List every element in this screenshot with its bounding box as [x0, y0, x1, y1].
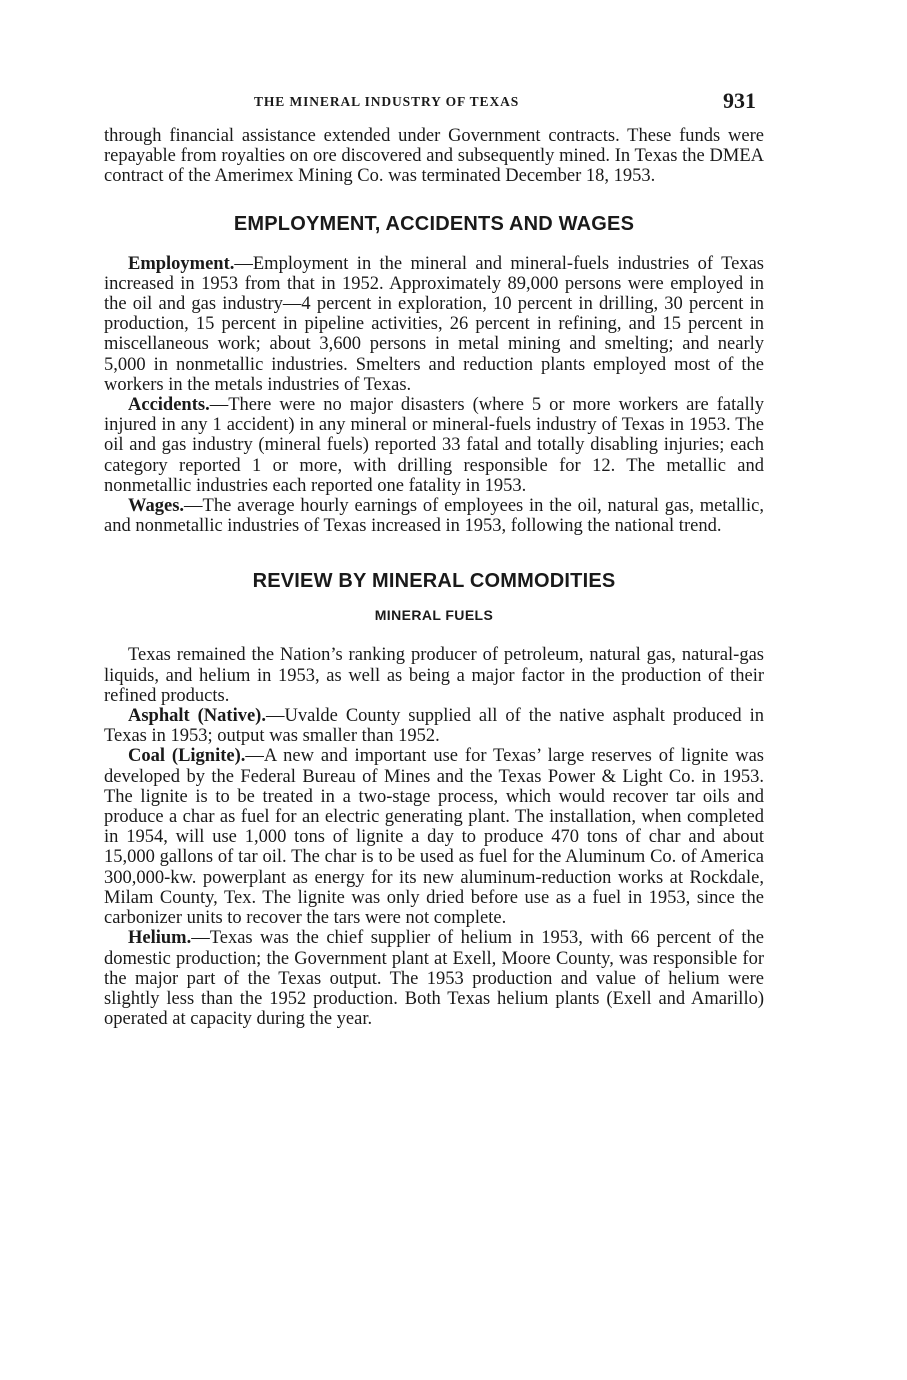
paragraph-mineral-fuels-intro: Texas remained the Nation’s ranking producer of petroleum, natural gas, natural-gas liquids, and helium in 1953, as well as being a major factor in the production of their refined products.: [104, 645, 764, 706]
paragraph-coal-text: —A new and important use for Texas’ large reserves of lignite was developed by the Federal Bureau of Mines and the Texas Power & Light Co. in 1953. The lignite is to be treated in a two-stage process, which would recover tar oils and produce a char as fuel for an electric generating plant. The installation, when completed in 1954, will use 1,000 tons of lignite a day to produce 470 tons of char and about 15,000 gallons of tar oil. The char is to be used as fuel for the Aluminum Co. of America 300,000-kw. powerplant as energy for its new aluminum-reduction works at Rockdale, Milam County, Tex. The lignite was only dried before use as a fuel in 1953, since the carbonizer units to recover the tars were not complete.: [104, 746, 764, 929]
paragraph-wages-text: —The average hourly earnings of employees in the oil, natural gas, metallic, and nonmetallic industries of Texas increased in 1953, following the national trend.: [104, 496, 764, 537]
paragraph-coal: [104, 746, 764, 928]
intro-paragraph: through financial assistance extended under Government contracts. These funds were repayable from royalties on ore discovered and subsequently mined. In Texas the DMEA contract of the Amerimex Mining Co. was terminated December 18, 1953.: [104, 126, 764, 187]
runin-asphalt: Asphalt (Native).: [128, 706, 266, 727]
runin-employment: Employment.: [128, 253, 235, 274]
paragraph-wages: [104, 496, 764, 536]
paragraph-asphalt: [104, 706, 764, 746]
paragraph-accidents: [104, 395, 764, 496]
page-number: 931: [723, 88, 756, 113]
subheading-mineral-fuels: MINERAL FUELS: [374, 607, 494, 624]
section-heading-review: REVIEW BY MINERAL COMMODITIES: [252, 570, 616, 593]
running-title: THE MINERAL INDUSTRY OF TEXAS: [254, 94, 520, 109]
paragraph-employment: [104, 254, 764, 395]
running-header: [104, 88, 764, 122]
paragraph-employment-text: —Employment in the mineral and mineral-fuels industries of Texas increased in 1953 from that in 1952. Approximately 89,000 persons were employed in the oil and gas industry—4 percent in exploration, 10 percent in drilling, 30 percent in production, 15 percent in pipeline activities, 26 percent in refining, and 15 percent in miscellaneous work; about 3,600 persons in metal mining and smelting; and nearly 5,000 in nonmetallic industries. Smelters and reduction plants employed most of the workers in the metals industries of Texas.: [104, 253, 764, 395]
runin-coal: Coal (Lignite).: [128, 746, 246, 767]
paragraph-helium-text: —Texas was the chief supplier of helium in 1953, with 66 percent of the domestic production; the Government plant at Exell, Moore County, was responsible for the major part of the Texas output. The 1953 production and value of helium were slightly less than the 1952 production. Both Texas helium plants (Exell and Amarillo) operated at capacity during the year.: [104, 928, 764, 1030]
paragraph-asphalt-text: —Uvalde County supplied all of the native asphalt produced in Texas in 1953; output was smaller than 1952.: [104, 706, 764, 747]
runin-wages: Wages.: [128, 496, 185, 517]
runin-helium: Helium.: [128, 928, 192, 949]
paragraph-helium: [104, 928, 764, 1029]
section-heading-employment: EMPLOYMENT, ACCIDENTS AND WAGES: [233, 212, 635, 235]
runin-accidents: Accidents.: [128, 395, 210, 416]
document-page: [104, 88, 764, 1029]
paragraph-accidents-text: —There were no major disasters (where 5 or more workers are fatally injured in any 1 accident) in any mineral or mineral-fuels industry of Texas in 1953. The oil and gas industry (mineral fuels) reported 33 fatal and totally disabling injuries; each category reported 1 or more, with drilling responsible for 12. The metallic and nonmetallic industries each reported one fatality in 1953.: [104, 395, 764, 496]
